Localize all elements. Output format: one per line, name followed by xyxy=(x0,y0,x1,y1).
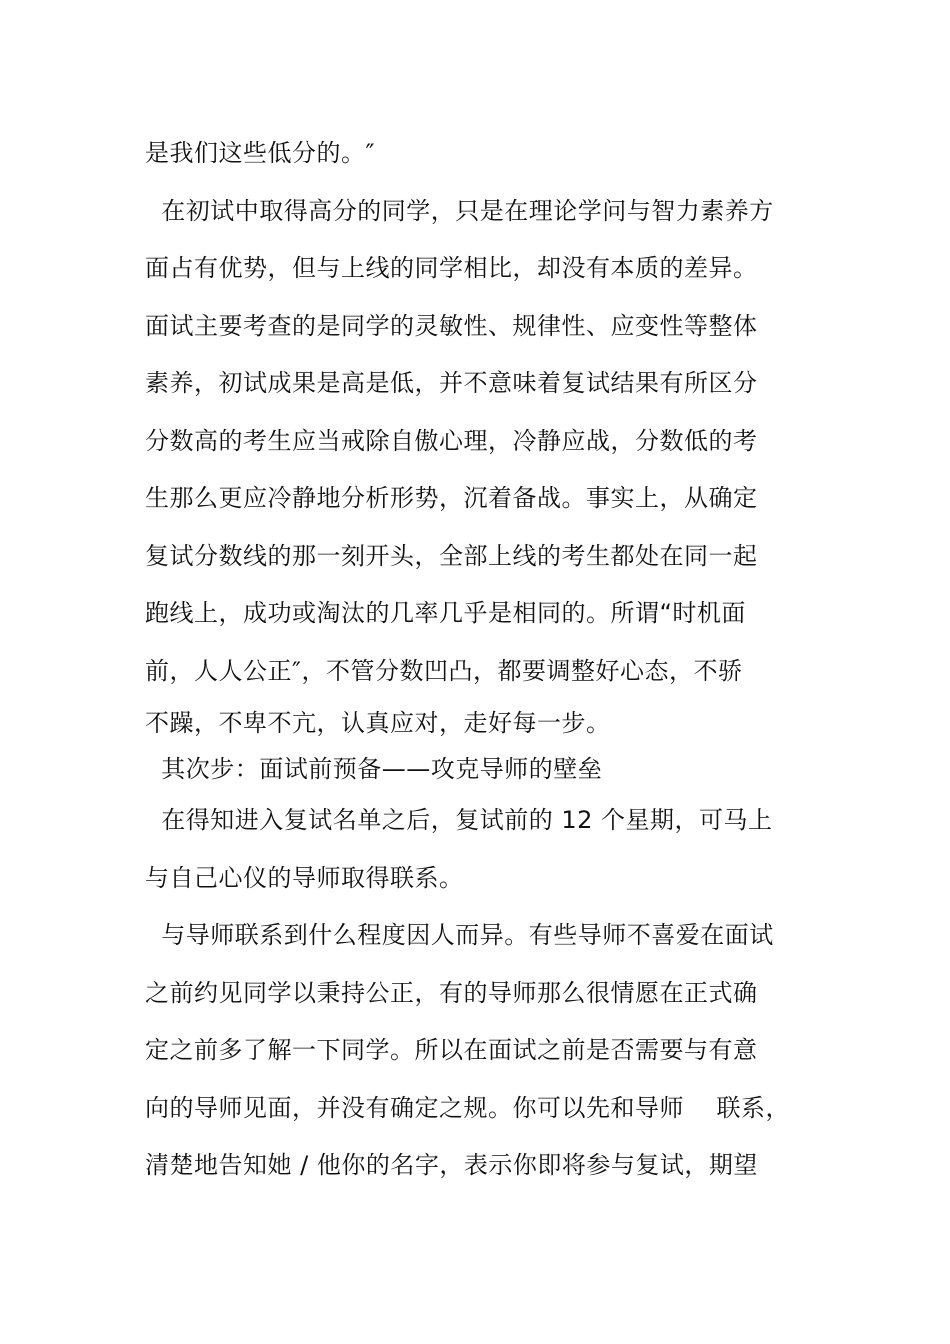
text-line: 在初试中取得高分的同学，只是在理论学问与智力素养方 xyxy=(145,196,774,225)
text-line: 素养，初试成果是高是低，并不意味着复试结果有所区分 xyxy=(145,369,758,397)
text-line: 向的导师见面，并没有确定之规。你可以先和导师 联系， xyxy=(145,1093,791,1122)
text-line: 是我们这些低分的。″ xyxy=(145,139,375,167)
text-line: 分数高的考生应当戒除自傲心理，冷静应战，分数低的考 xyxy=(145,426,758,455)
text-line: 不躁，不卑不亢，认真应对，走好每一步。 xyxy=(145,709,611,737)
text-line: 定之前多了解一下同学。所以在面试之前是否需要与有意 xyxy=(145,1036,758,1064)
text-line: 之前约见同学以秉持公正，有的导师那么很情愿在正式确 xyxy=(145,978,758,1007)
text-line: 与导师联系到什么程度因人而异。有些导师不喜爱在面试 xyxy=(145,921,774,949)
text-line: 复试分数线的那一刻开头，全部上线的考生都处在同一起 xyxy=(145,541,758,570)
text-line: 跑线上，成功或淘汰的几率几乎是相同的。所谓“时机面 xyxy=(145,599,746,627)
body-text xyxy=(145,125,825,1195)
text-line: 生那么更应冷静地分析形势，沉着备战。事实上，从确定 xyxy=(145,484,758,512)
text-line: 与自己心仪的导师取得联系。 xyxy=(145,863,464,892)
text-line: 前，人人公正″，不管分数凹凸，都要调整好心态，不骄 xyxy=(145,656,743,685)
text-line: 面试主要考查的是同学的灵敏性、规律性、应变性等整体 xyxy=(145,311,758,340)
text-line: 在得知进入复试名单之后，复试前的 12 个星期，可马上 xyxy=(145,806,773,834)
text-line: 清楚地告知她 / 他你的名字，表示你即将参与复试，期望 xyxy=(145,1151,758,1179)
text-line: 面占有优势，但与上线的同学相比，却没有本质的差异。 xyxy=(145,254,758,282)
section-heading: 其次步：面试前预备——攻克导师的壁垒 xyxy=(145,755,603,783)
